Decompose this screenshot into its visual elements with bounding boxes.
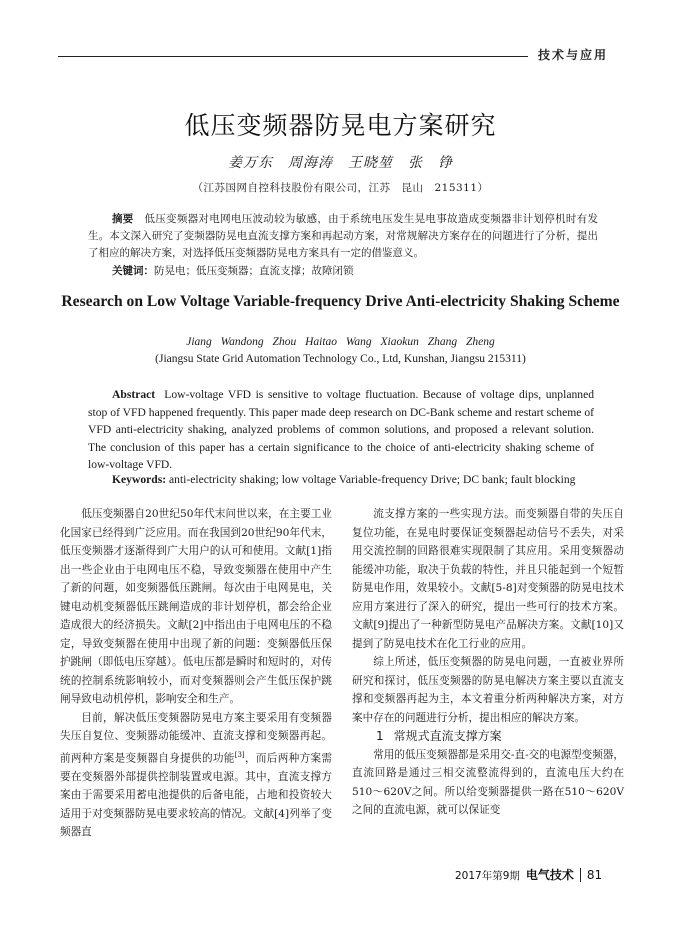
body-column-right — [352, 505, 624, 820]
paragraph: 低压变频器自20世纪50年代末问世以来，在主要工业化国家已经得到广泛应用。而在我国到20世纪90年代末，低压变频器才逐渐得到广大用户的认可和使用。文献[1]指出一些企业由于电网电压不稳，导致变频器在使用中产生了新的问题，如变频器低压跳闸。每次由于电网晃电，关键电动机变频器低压跳闸造成的非计划停机，都会给企业造成很大的经济损失。文献[2]中指出由于电网电压的不稳定，导致变频器在使用中出现了新的问题：变频器低压保护跳闸（即低电压穿越）。低电压都是瞬时和短时的，对传统的控制系统影响较小，而对变频器则会产生低压保护跳闸导致电动机停机，影响安全和生产。 — [60, 508, 332, 705]
paragraph-text: ，而后两种方案需要在变频器外部提供控制装置或电源。其中，直流支撑方案由于需要采用蓄电池提供的后备电能，占地和投资较大适用于对变频器防晃电要求较高的情况。文献[4]列举了变频器直 — [60, 752, 332, 839]
keywords-en-text: anti-electricity shaking; low voltage Variable-frequency Drive; DC bank; fault blocking — [169, 473, 576, 486]
keywords-cn-label: 关键词： — [112, 265, 154, 277]
keywords-en-label: Keywords: — [112, 473, 167, 486]
keywords-cn-text: 防晃电；低压变频器；直流支撑；故障闭锁 — [154, 265, 354, 277]
page-footer — [455, 866, 602, 883]
abstract-en-label: Abstract — [112, 388, 156, 401]
affiliation-en: (Jiangsu State Grid Automation Technology Co., Ltd, Kunshan, Jiangsu 215311) — [155, 353, 526, 365]
section-heading — [352, 727, 624, 746]
section-label: 技术与应用 — [538, 48, 609, 62]
keywords-en — [112, 473, 575, 486]
issue-label: 2017年第9期 — [455, 870, 520, 882]
body-column-left — [60, 505, 332, 842]
header-rule — [58, 56, 528, 57]
authors-en: Jiang Wandong Zhou Haitao Wang Xiaokun Zhang Zheng — [186, 336, 495, 348]
abstract-cn-label: 摘要 — [112, 213, 134, 225]
paper-title-cn: 低压变频器防晃电方案研究 — [184, 111, 497, 140]
abstract-cn-text: 低压变频器对电网电压波动较为敏感，由于系统电压发生晃电事故造成变频器非计划停机时有发生。本文深入研究了变频器防晃电直流支撑方案和再起动方案，对常规解决方案存在的问题进行了分析，提出了相应的解决方案，对选择低压变频器防晃电方案具有一定的借鉴意义。 — [88, 213, 599, 259]
footer-divider — [580, 868, 581, 882]
abstract-cn — [88, 211, 598, 262]
authors-cn: 姜万东 周海涛 王晓堃 张 铮 — [228, 155, 453, 171]
citation: [3] — [234, 750, 245, 759]
journal-name: 电气技术 — [525, 868, 574, 882]
abstract-en — [88, 386, 594, 474]
paragraph: 常用的低压变频器都是采用交-直-交的电源型变频器，直流回路是通过三相交流整流得到的，直流电压大约在510～620V之间。所以给变频器提供一路在510～620V之间的直流电源，就可以保证变 — [352, 748, 625, 816]
paper-title-en: Research on Low Voltage Variable-frequency Drive Anti-electricity Shaking Scheme — [61, 293, 620, 310]
page-number: 81 — [586, 868, 603, 882]
section-title: 常规式直流支撑方案 — [393, 729, 502, 743]
paragraph — [60, 709, 332, 842]
paragraph: 流支撑方案的一些实现方法。而变频器自带的失压自复位功能，在晃电时要保证变频器起动信号不丢失，对采用交流控制的回路很难实现限制了其应用。采用变频器动能缓冲功能，取决于负载的特性，并且只能起到一个短暂防晃电作用，效果较小。文献[5-8]对变频器的防晃电技术应用方案进行了深入的研究，提出一些可行的技术方案。文献[9]提出了一种新型防晃电产品解决方案。文献[10]又提到了防晃电技术在化工行业的应用。 — [352, 508, 624, 650]
paragraph-text: 目前，解决低压变频器防晃电方案主要采用有变频器失压自复位、变频器动能缓冲、直流支撑和变频器再起。前两种方案是变频器自身提供的功能 — [60, 711, 332, 765]
paragraph: 综上所述，低压变频器的防晃电问题，一直被业界所研究和探讨，低压变频器的防晃电解决方案主要以直流支撑和变频器再起为主，本文着重分析两种解决方案，对方案中存在的问题进行分析，提出相应的解决方案。 — [352, 656, 624, 724]
section-number: 1 — [376, 729, 384, 743]
keywords-cn — [112, 263, 354, 278]
affiliation-cn: （江苏国网自控科技股份有限公司，江苏 昆山 215311） — [192, 182, 489, 194]
abstract-en-text: Low-voltage VFD is sensitive to voltage fluctuation. Because of voltage dips, unplanned stop of VFD happened frequently. This paper made deep research on DC-Bank scheme and restart scheme of VFD anti-electricity shaking, analyzed problems of common solutions, and proposed a relevant solution. The conclusion of this paper has a certain significance to the choice of anti-electricity shaking scheme of low-voltage VFD. — [88, 388, 595, 471]
